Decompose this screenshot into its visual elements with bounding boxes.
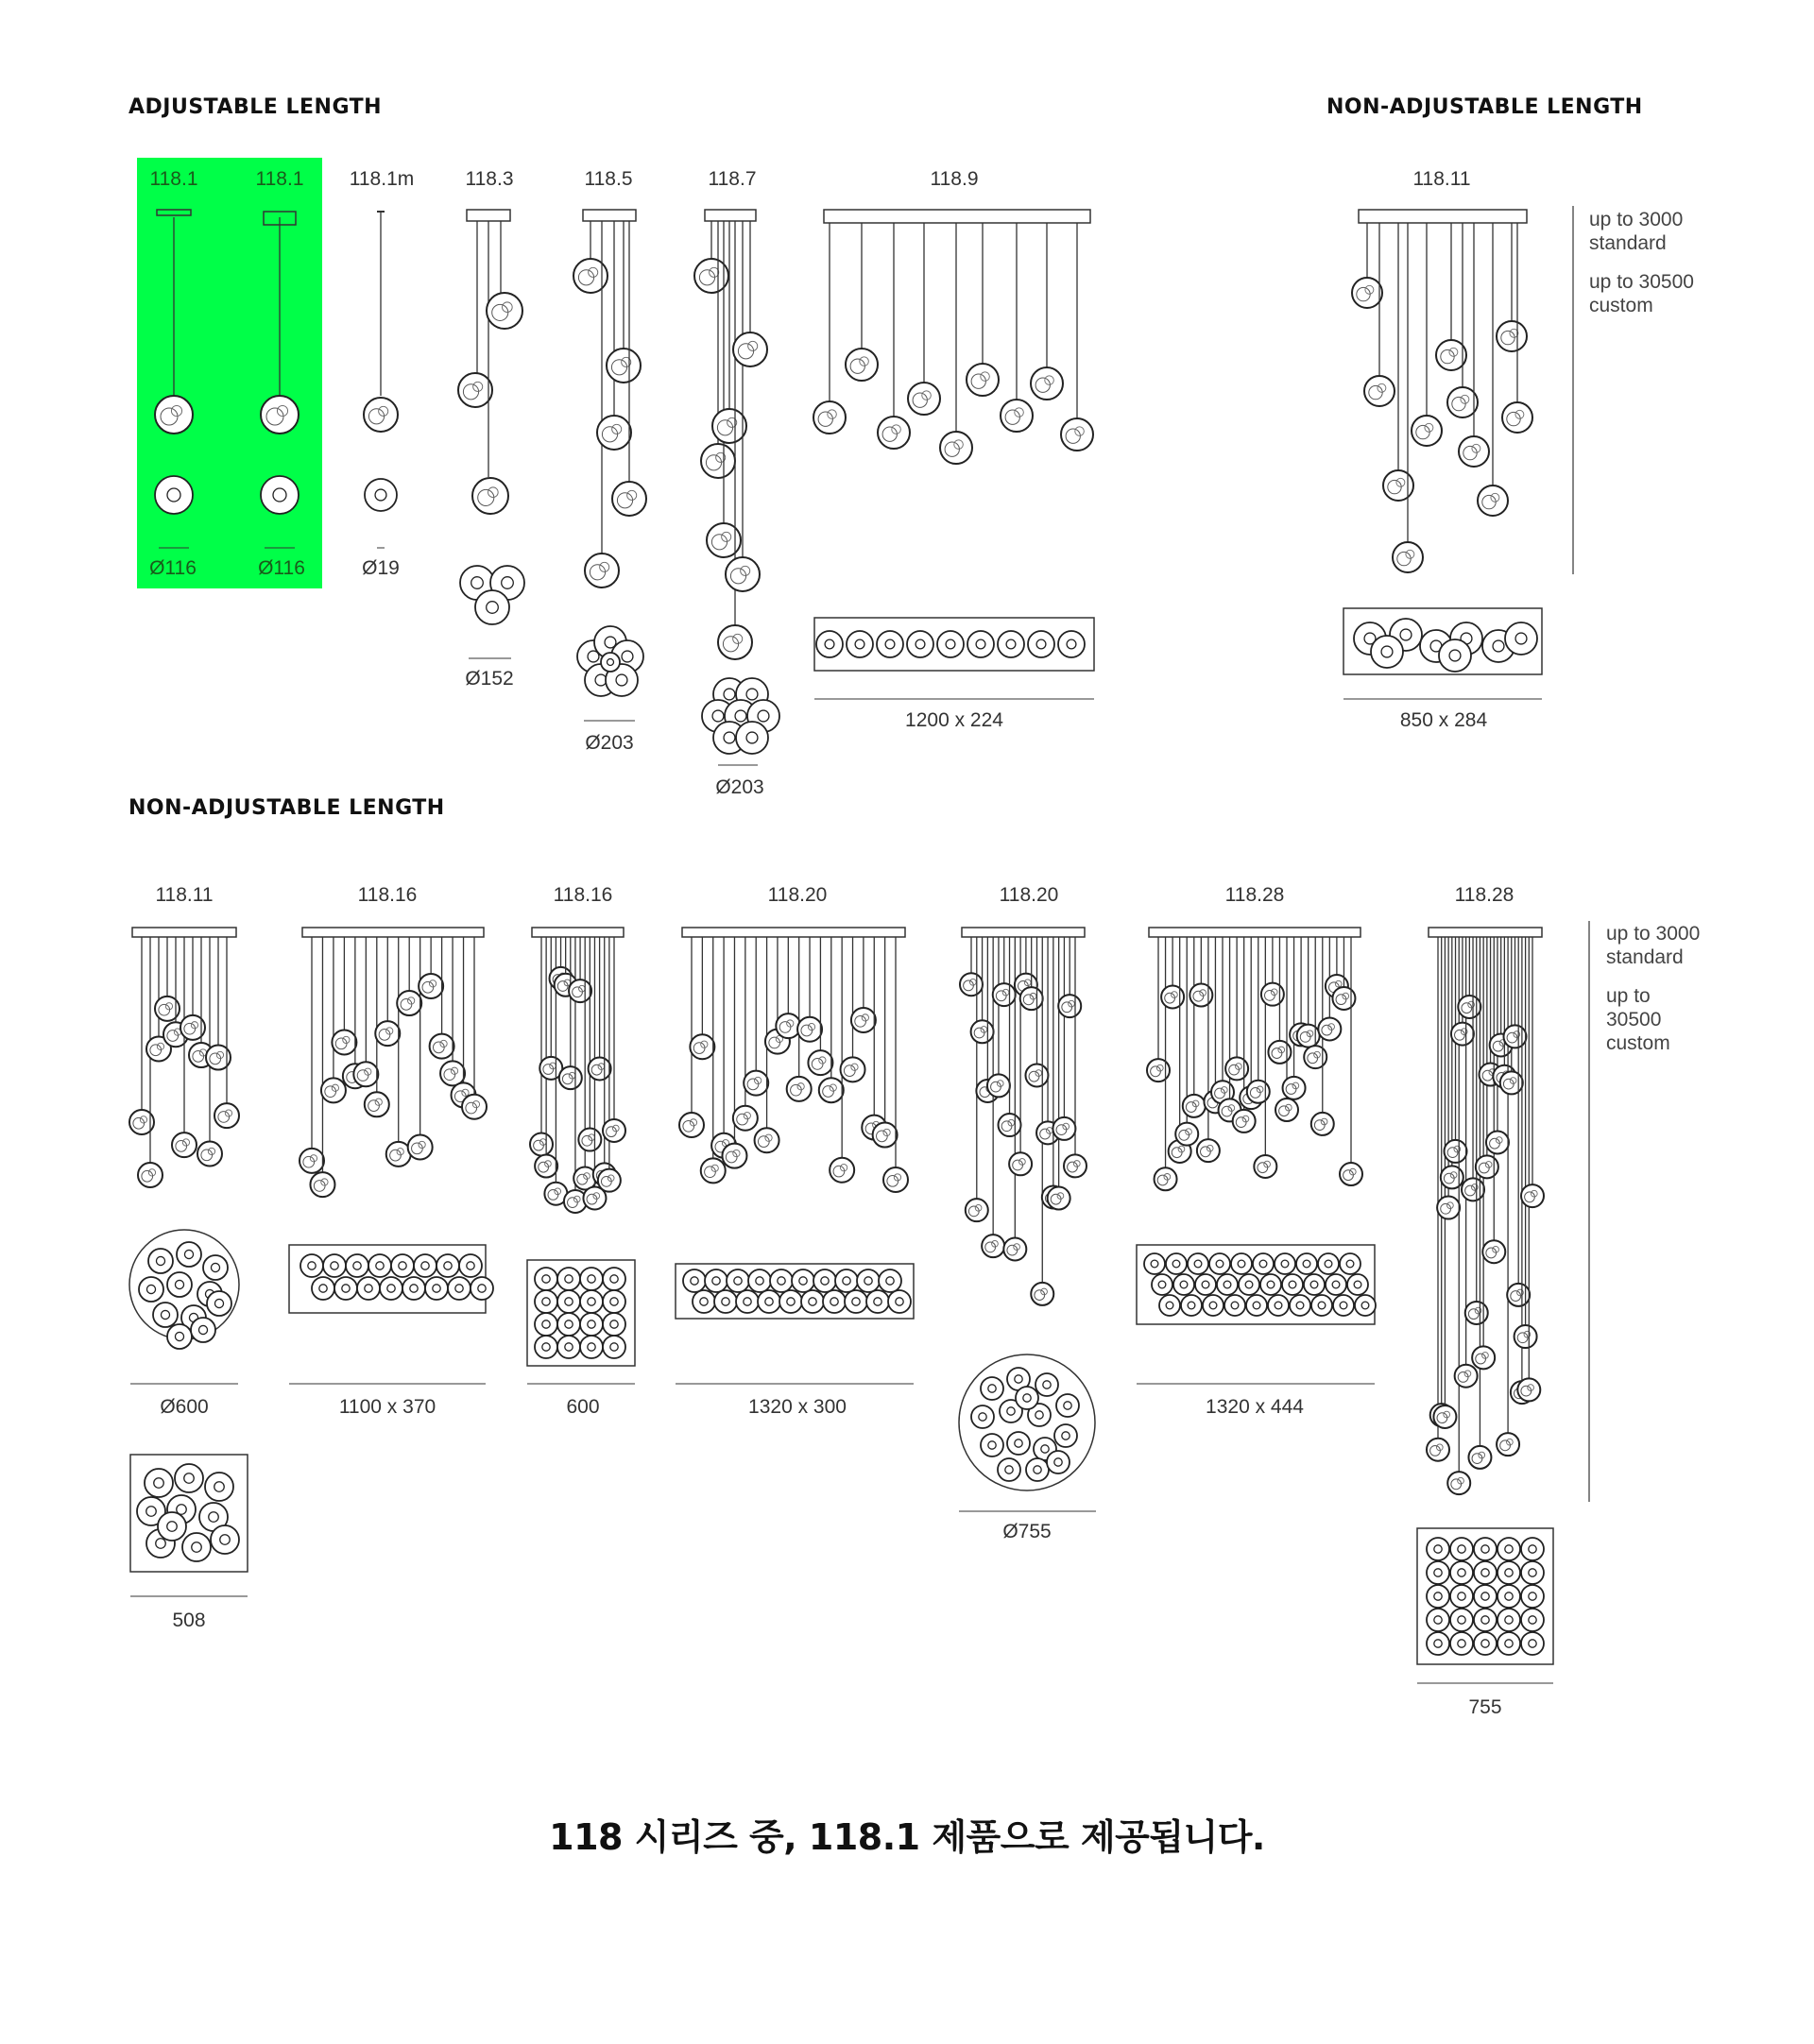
plan-globe — [877, 631, 903, 657]
plan-globe — [1439, 639, 1471, 672]
plan-globe — [365, 479, 397, 511]
plan-globe — [714, 1290, 737, 1313]
note-line: 30500 — [1606, 1009, 1662, 1031]
canopy — [1429, 928, 1542, 937]
plan-globe — [1340, 1253, 1360, 1274]
plan-globe — [1521, 1632, 1544, 1655]
plan-globe — [748, 1269, 771, 1292]
plan-globe — [981, 1434, 1003, 1456]
plan-globe — [736, 722, 768, 754]
plan-globe — [1427, 1561, 1449, 1584]
heading-non-adjustable-top: NON-ADJUSTABLE LENGTH — [1326, 95, 1643, 119]
plan-globe — [603, 1290, 625, 1313]
plan-globe — [207, 1291, 231, 1316]
note-line: custom — [1606, 1032, 1670, 1054]
plan-globe — [155, 476, 193, 514]
plan-globe — [801, 1290, 824, 1313]
plan-globe — [1173, 1274, 1194, 1295]
plan-globe — [459, 1254, 482, 1277]
plan-globe — [535, 1290, 557, 1313]
plan-globe — [1497, 1585, 1520, 1608]
plan-globe — [1318, 1253, 1339, 1274]
plan-globe — [1016, 1387, 1038, 1409]
plan-globe — [580, 1313, 603, 1336]
plan-globe — [261, 476, 299, 514]
dimension-label: 1200 x 224 — [905, 709, 1003, 731]
dimension-label: Ø116 — [149, 557, 197, 579]
plan-globe — [557, 1290, 580, 1313]
plan-globe — [967, 631, 994, 657]
plan-globe — [402, 1277, 425, 1300]
plan-globe — [736, 1290, 759, 1313]
plan-globe — [823, 1290, 846, 1313]
plan-globe — [535, 1313, 557, 1336]
canopy — [583, 210, 636, 221]
model-label: 118.1m — [349, 168, 415, 190]
plan-globe — [1450, 1632, 1473, 1655]
note-line: up to 30500 — [1589, 271, 1694, 293]
plan-globe — [475, 590, 509, 624]
dimension-label: 755 — [1468, 1696, 1502, 1718]
plan-globe — [816, 631, 843, 657]
plan-globe — [888, 1290, 911, 1313]
model-label: 118.20 — [767, 884, 828, 906]
footer-caption: 118 시리즈 중, 118.1 제품으로 제공됩니다. — [549, 1816, 1265, 1858]
plan-globe — [1521, 1561, 1544, 1584]
note-line: up to 3000 — [1606, 923, 1701, 945]
dimension-label: 600 — [566, 1396, 600, 1418]
plan-globe — [346, 1254, 368, 1277]
plan-globe — [981, 1377, 1003, 1400]
plan-globe — [835, 1269, 858, 1292]
plan-globe — [471, 1277, 493, 1300]
dimension-label: Ø755 — [1002, 1521, 1052, 1542]
plan-globe — [727, 1269, 749, 1292]
plan-globe — [705, 1269, 727, 1292]
plan-globe — [603, 1268, 625, 1290]
plan-globe — [1166, 1253, 1187, 1274]
plan-globe — [866, 1290, 889, 1313]
plan-globe — [1347, 1274, 1368, 1295]
plan-globe — [1159, 1295, 1180, 1316]
plan-globe — [1224, 1295, 1245, 1316]
plan-globe — [1474, 1632, 1497, 1655]
plan-globe — [1355, 1295, 1376, 1316]
plan-globe — [1028, 631, 1054, 657]
model-label: 118.16 — [553, 884, 613, 906]
plan-globe — [139, 1277, 163, 1302]
plan-globe — [1007, 1432, 1030, 1455]
plan-globe — [1450, 1538, 1473, 1560]
plan-globe — [312, 1277, 334, 1300]
model-label: 118.11 — [1412, 168, 1471, 190]
plan-globe — [1035, 1373, 1058, 1396]
plan-globe — [557, 1313, 580, 1336]
dimension-label: 850 x 284 — [1399, 709, 1488, 731]
dimension-label: Ø116 — [258, 557, 305, 579]
plan-globe — [1188, 1253, 1208, 1274]
plan-globe — [1239, 1274, 1259, 1295]
canopy — [467, 210, 510, 221]
heading-adjustable-length: ADJUSTABLE LENGTH — [128, 95, 383, 119]
model-label: 118.28 — [1454, 884, 1515, 906]
plan-globe — [1371, 636, 1403, 668]
plan-globe — [1203, 1295, 1224, 1316]
plan-globe — [177, 1242, 201, 1267]
plan-globe — [158, 1512, 186, 1541]
plan-globe — [1056, 1394, 1079, 1417]
plan-globe — [368, 1254, 391, 1277]
plan-globe — [436, 1254, 459, 1277]
length-note-bottom — [1606, 922, 1700, 1055]
canopy — [532, 928, 624, 937]
plan-globe — [1450, 1585, 1473, 1608]
plan-globe — [535, 1336, 557, 1358]
model-label: 118.1 — [255, 168, 304, 190]
plan-globe — [580, 1268, 603, 1290]
dimension-label: 1320 x 444 — [1206, 1396, 1304, 1418]
plan-globe — [323, 1254, 346, 1277]
canopy — [132, 928, 236, 937]
plan-globe — [907, 631, 933, 657]
plan-globe — [334, 1277, 357, 1300]
plan-globe — [557, 1336, 580, 1358]
plan-globe — [1521, 1585, 1544, 1608]
model-label: 118.7 — [708, 168, 757, 190]
dimension-label: Ø152 — [465, 668, 514, 690]
plan-globe — [1311, 1295, 1332, 1316]
plan-globe — [813, 1269, 836, 1292]
plan-globe — [448, 1277, 471, 1300]
canopy — [705, 210, 756, 221]
plan-globe — [1474, 1585, 1497, 1608]
note-line: up to 3000 — [1589, 209, 1684, 230]
model-label: 118.3 — [465, 168, 514, 190]
plan-globe — [1246, 1295, 1267, 1316]
model-label: 118.9 — [930, 168, 979, 190]
plan-globe — [1450, 1561, 1473, 1584]
model-label: 118.11 — [155, 884, 214, 906]
plan-globe — [391, 1254, 414, 1277]
plan-globe — [1260, 1274, 1281, 1295]
model-label: 118.20 — [999, 884, 1059, 906]
plan-globe — [167, 1272, 192, 1297]
plan-globe — [857, 1269, 880, 1292]
dimension-label: 1100 x 370 — [338, 1396, 436, 1418]
plan-globe — [1333, 1295, 1354, 1316]
plan-globe — [148, 1249, 173, 1273]
canopy — [962, 928, 1085, 937]
plan-globe — [1217, 1274, 1238, 1295]
plan-globe — [1209, 1253, 1230, 1274]
plan-globe — [1326, 1274, 1346, 1295]
note-line: up to — [1606, 985, 1651, 1007]
plan-globe — [203, 1255, 228, 1280]
plan-globe — [535, 1268, 557, 1290]
plan-globe — [693, 1290, 715, 1313]
plan-globe — [1144, 1253, 1165, 1274]
plan-globe — [1253, 1253, 1274, 1274]
plan-globe — [603, 1336, 625, 1358]
plan-globe — [580, 1290, 603, 1313]
plan-globe — [1497, 1609, 1520, 1631]
plan-globe — [1427, 1585, 1449, 1608]
plan-globe — [1058, 631, 1085, 657]
plan-globe — [1231, 1253, 1252, 1274]
plan-globe — [998, 631, 1024, 657]
plan-globe — [175, 1464, 203, 1492]
plan-globe — [847, 631, 873, 657]
plan-globe — [414, 1254, 436, 1277]
plan-globe — [1282, 1274, 1303, 1295]
plan-globe — [1474, 1561, 1497, 1584]
plan-globe — [603, 1313, 625, 1336]
plan-globe — [1290, 1295, 1310, 1316]
dimension-label: Ø203 — [585, 732, 634, 754]
model-label: 118.1 — [149, 168, 198, 190]
plan-globe — [1026, 1458, 1049, 1481]
plan-globe — [1521, 1538, 1544, 1560]
length-note-top — [1589, 208, 1694, 317]
plan-globe — [580, 1336, 603, 1358]
note-line: standard — [1606, 946, 1684, 968]
plan-globe — [1054, 1424, 1077, 1447]
plan-globe — [1474, 1538, 1497, 1560]
model-label: 118.16 — [357, 884, 418, 906]
plan-globe — [1427, 1538, 1449, 1560]
plan-globe — [211, 1525, 239, 1554]
plan-globe — [879, 1269, 901, 1292]
canopy — [1149, 928, 1360, 937]
canopy — [824, 210, 1090, 223]
plan-globe — [1181, 1295, 1202, 1316]
plan-globe — [182, 1533, 211, 1561]
plan-globe — [937, 631, 964, 657]
plan-globe — [145, 1469, 173, 1497]
heading-non-adjustable-bottom: NON-ADJUSTABLE LENGTH — [128, 796, 445, 820]
note-line: custom — [1589, 295, 1653, 316]
plan-globe — [1304, 1274, 1325, 1295]
plan-globe — [1497, 1561, 1520, 1584]
dimension-label: 1320 x 300 — [748, 1396, 847, 1418]
plan-globe — [205, 1473, 233, 1501]
canopy — [1359, 210, 1527, 223]
plan-globe — [758, 1290, 780, 1313]
plan-globe — [153, 1303, 178, 1327]
note-line: standard — [1589, 232, 1667, 254]
plan-globe — [1521, 1609, 1544, 1631]
plan-globe — [770, 1269, 793, 1292]
plan-globe — [300, 1254, 323, 1277]
plan-globe — [1450, 1609, 1473, 1631]
plan-globe — [425, 1277, 448, 1300]
dimension-label: 508 — [172, 1610, 206, 1631]
plan-globe — [601, 653, 620, 672]
model-label: 118.5 — [584, 168, 633, 190]
plan-globe — [1047, 1451, 1070, 1473]
plan-globe — [357, 1277, 380, 1300]
plan-globe — [845, 1290, 867, 1313]
plan-globe — [779, 1290, 802, 1313]
plan-globe — [971, 1405, 994, 1428]
plan-globe — [191, 1318, 215, 1342]
plan-globe — [1296, 1253, 1317, 1274]
plan-globe — [167, 1324, 192, 1349]
plan-globe — [1474, 1609, 1497, 1631]
canopy — [157, 210, 191, 215]
plan-globe — [1505, 622, 1537, 655]
model-label: 118.28 — [1224, 884, 1285, 906]
plan-globe — [1152, 1274, 1172, 1295]
canopy — [682, 928, 905, 937]
canopy — [302, 928, 484, 937]
plan-globe — [998, 1458, 1020, 1481]
plan-globe — [380, 1277, 402, 1300]
dimension-label: Ø600 — [160, 1396, 209, 1418]
plan-globe — [792, 1269, 814, 1292]
plan-globe — [557, 1268, 580, 1290]
plan-globe — [1497, 1538, 1520, 1560]
dimension-label: Ø19 — [362, 557, 400, 579]
dimension-label: Ø203 — [715, 776, 764, 798]
plan-globe — [683, 1269, 706, 1292]
plan-globe — [1427, 1632, 1449, 1655]
plan-globe — [1275, 1253, 1295, 1274]
plan-globe — [1427, 1609, 1449, 1631]
plan-globe — [1268, 1295, 1289, 1316]
plan-globe — [1195, 1274, 1216, 1295]
plan-globe — [1497, 1632, 1520, 1655]
